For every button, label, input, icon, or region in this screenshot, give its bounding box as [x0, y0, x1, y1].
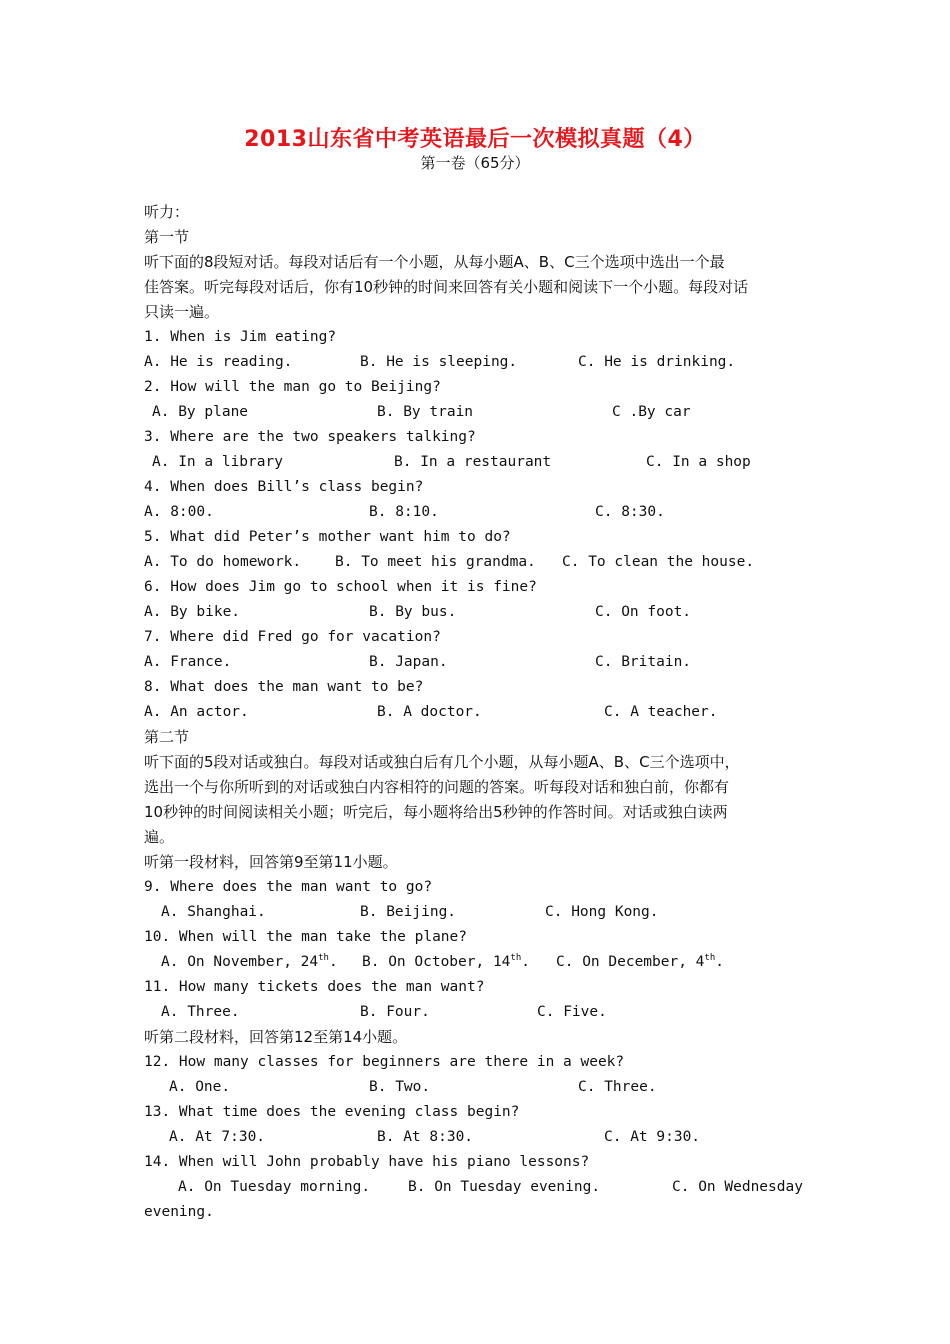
- answer-options: [144, 1125, 824, 1150]
- option-a: A. By plane: [152, 404, 249, 420]
- section1-instruction: 佳答案。听完每段对话后，你有10秒钟的时间来回答有关小题和阅读下一个小题。每段对话: [144, 278, 749, 296]
- question-text: 2. How will the man go to Beijing?: [144, 379, 441, 395]
- option-b: B. Four.: [360, 1004, 430, 1020]
- option-a: A. He is reading.: [144, 354, 293, 370]
- question-text: 9. Where does the man want to go?: [144, 879, 433, 895]
- answer-options: [144, 1075, 824, 1100]
- option-c: C. On Wednesday: [672, 1179, 803, 1195]
- option-a: A. Three.: [161, 1004, 240, 1020]
- section1-heading: 第一节: [144, 228, 190, 246]
- option-c: C. Five.: [537, 1004, 607, 1020]
- option-a: A. At 7:30.: [169, 1129, 266, 1145]
- answer-options: [144, 700, 824, 725]
- option-a: [161, 950, 338, 975]
- option-c: C. 8:30.: [595, 504, 665, 520]
- option-c: C. He is drinking.: [578, 354, 736, 370]
- option-a: A. France.: [144, 654, 232, 670]
- page-title: 2013山东省中考英语最后一次模拟真题（4）: [244, 127, 706, 152]
- answer-options: [144, 900, 824, 925]
- option-c: C .By car: [612, 404, 691, 420]
- option-b: B. 8:10.: [369, 504, 439, 520]
- option-a: A. An actor.: [144, 704, 249, 720]
- option-c-end: .: [715, 954, 724, 970]
- question-text: 13. What time does the evening class begin?: [144, 1104, 520, 1120]
- option-c-continuation: evening.: [144, 1204, 214, 1220]
- option-b: B. He is sleeping.: [360, 354, 518, 370]
- option-b: B. Beijing.: [360, 904, 457, 920]
- option-b: B. In a restaurant: [394, 454, 552, 470]
- option-c: C. A teacher.: [604, 704, 718, 720]
- section2-heading: 第二节: [144, 728, 190, 746]
- option-a: A. One.: [169, 1079, 231, 1095]
- question-text: 4. When does Bill’s class begin?: [144, 479, 424, 495]
- section2-instruction: 选出一个与你所听到的对话或独白内容相符的问题的答案。听每段对话和独白前，你都有: [144, 778, 730, 796]
- option-c-text: C. On December, 4: [556, 954, 705, 970]
- answer-options: [144, 500, 824, 525]
- section2-instruction: 遍。: [144, 828, 175, 846]
- answer-options: [144, 400, 824, 425]
- answer-options: [144, 950, 824, 975]
- question-text: 6. How does Jim go to school when it is fine?: [144, 579, 537, 595]
- option-b: B. To meet his grandma.: [335, 554, 536, 570]
- option-a: A. On Tuesday morning.: [178, 1179, 371, 1195]
- answer-options: [144, 350, 824, 375]
- option-a: A. To do homework.: [144, 554, 302, 570]
- option-b: B. On Tuesday evening.: [408, 1179, 601, 1195]
- option-b: B. Japan.: [369, 654, 448, 670]
- exam-body: [144, 200, 824, 1225]
- listening-heading: 听力：: [144, 203, 190, 221]
- answer-options: [144, 550, 824, 575]
- question-text: 8. What does the man want to be?: [144, 679, 424, 695]
- section1-instruction: 听下面的8段短对话。每段对话后有一个小题，从每小题A、B、C三个选项中选出一个最: [144, 253, 725, 271]
- option-b: B. By train: [377, 404, 474, 420]
- section2-instruction: 听下面的5段对话或独白。每段对话或独白后有几个小题，从每小题A、B、C三个选项中，: [144, 753, 740, 771]
- option-c: C. Three.: [578, 1079, 657, 1095]
- answer-options: [144, 1000, 824, 1025]
- question-text: 3. Where are the two speakers talking?: [144, 429, 476, 445]
- question-text: 7. Where did Fred go for vacation?: [144, 629, 441, 645]
- option-b: B. By bus.: [369, 604, 457, 620]
- material-heading: 听第一段材料，回答第9至第11小题。: [144, 853, 398, 871]
- question-text: 14. When will John probably have his piano lessons?: [144, 1154, 590, 1170]
- ordinal-suffix: th: [510, 953, 522, 963]
- option-b: B. At 8:30.: [377, 1129, 474, 1145]
- option-a: A. 8:00.: [144, 504, 214, 520]
- material-heading: 听第二段材料，回答第12至第14小题。: [144, 1028, 408, 1046]
- option-a: A. By bike.: [144, 604, 241, 620]
- question-text: 12. How many classes for beginners are there in a week?: [144, 1054, 625, 1070]
- option-b: B. Two.: [369, 1079, 431, 1095]
- option-b: [362, 950, 530, 975]
- answer-options: [144, 650, 824, 675]
- option-c: C. To clean the house.: [562, 554, 755, 570]
- option-a-end: .: [328, 954, 338, 970]
- option-c: C. In a shop: [646, 454, 751, 470]
- answer-options: [144, 600, 824, 625]
- option-c: C. Hong Kong.: [545, 904, 659, 920]
- option-a-text: A. On November, 24: [161, 954, 319, 970]
- question-text: 11. How many tickets does the man want?: [144, 979, 485, 995]
- answer-options: [144, 1175, 824, 1200]
- option-c: C. At 9:30.: [604, 1129, 701, 1145]
- section2-instruction: 10秒钟的时间阅读相关小题；听完后，每小题将给出5秒钟的作答时间。对话或独白读两: [144, 803, 728, 821]
- ordinal-suffix: th: [704, 953, 716, 963]
- option-b-end: .: [521, 954, 530, 970]
- option-a: A. In a library: [152, 454, 283, 470]
- page-subtitle: 第一卷（65分）: [420, 154, 530, 172]
- answer-options: [144, 450, 824, 475]
- section1-instruction: 只读一遍。: [144, 303, 220, 321]
- ordinal-suffix: th: [318, 953, 329, 963]
- option-b-text: B. On October, 14: [362, 954, 511, 970]
- question-text: 1. When is Jim eating?: [144, 329, 337, 345]
- option-a: A. Shanghai.: [161, 904, 266, 920]
- option-b: B. A doctor.: [377, 704, 482, 720]
- question-text: 10. When will the man take the plane?: [144, 929, 468, 945]
- option-c: C. On foot.: [595, 604, 692, 620]
- option-c: C. Britain.: [595, 654, 692, 670]
- option-c: [556, 950, 724, 975]
- question-text: 5. What did Peter’s mother want him to do?: [144, 529, 511, 545]
